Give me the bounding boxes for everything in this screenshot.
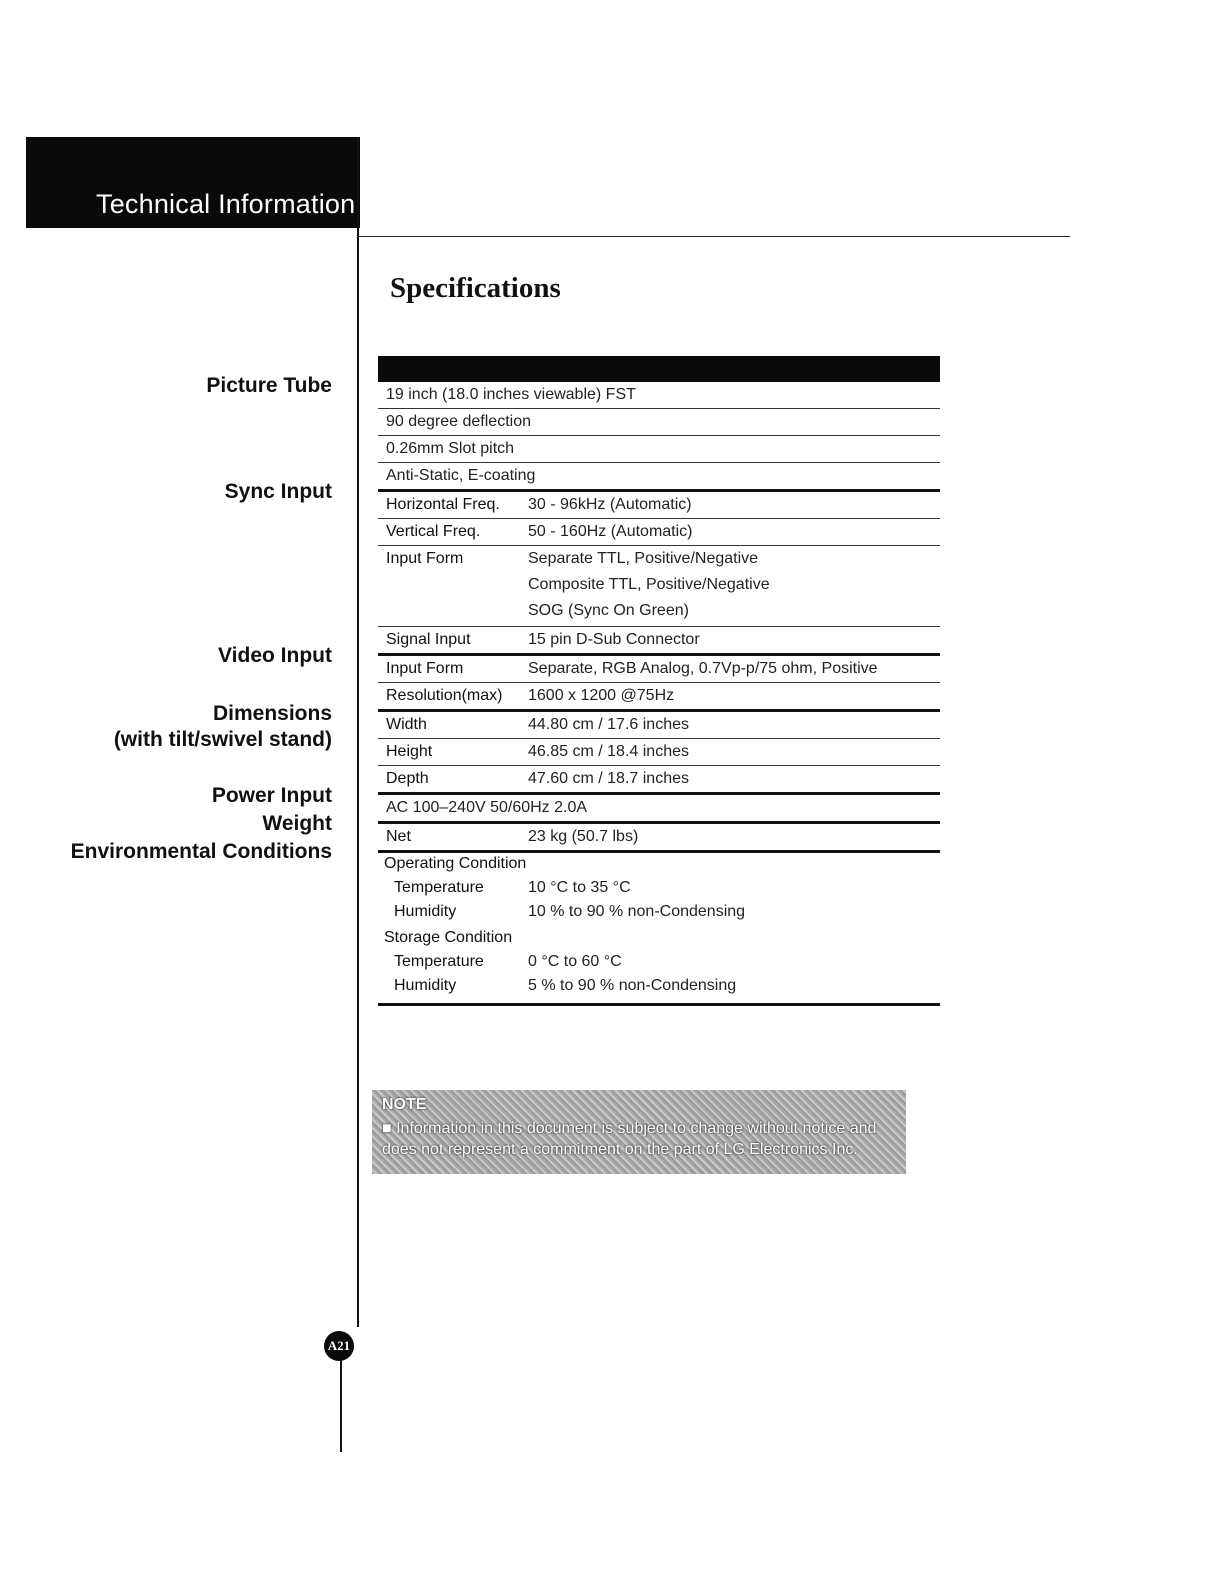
- operating-humidity-label: Humidity: [394, 903, 457, 920]
- label-weight: Weight: [262, 812, 332, 835]
- spec-value: 19 inch (18.0 inches viewable) FST: [386, 386, 636, 403]
- spec-table: [378, 356, 940, 1006]
- spec-value: 0.26mm Slot pitch: [386, 440, 515, 457]
- spec-value: Anti-Static, E-coating: [386, 467, 536, 484]
- vertical-rule: [357, 137, 359, 1327]
- label-environmental: Environmental Conditions: [70, 840, 332, 863]
- spec-value: Composite TTL, Positive/Negative: [528, 576, 770, 593]
- page-number-badge: A21: [324, 1331, 354, 1361]
- horizontal-rule: [357, 236, 1070, 237]
- spec-value: 15 pin D-Sub Connector: [528, 631, 700, 648]
- spec-value: 30 - 96kHz (Automatic): [528, 496, 692, 513]
- spec-row: [378, 795, 940, 824]
- spec-value: 46.85 cm / 18.4 inches: [528, 743, 689, 760]
- label-picture-tube: Picture Tube: [206, 374, 332, 397]
- spec-row: [378, 409, 940, 436]
- spec-value: 50 - 160Hz (Automatic): [528, 523, 693, 540]
- spec-row: [378, 519, 940, 546]
- spec-key: Depth: [386, 770, 429, 787]
- operating-temp-value: 10 °C to 35 °C: [528, 879, 631, 896]
- spec-row: [378, 492, 940, 519]
- spec-row: [378, 766, 940, 795]
- spec-row: [378, 627, 940, 656]
- storage-temp-label: Temperature: [394, 953, 484, 970]
- spec-key: Horizontal Freq.: [386, 496, 500, 513]
- note-box: [372, 1090, 906, 1174]
- storage-title: Storage Condition: [384, 929, 513, 946]
- spec-row: [378, 382, 940, 409]
- spec-value: 47.60 cm / 18.7 inches: [528, 770, 689, 787]
- spec-value: 23 kg (50.7 lbs): [528, 828, 639, 845]
- spec-key: Width: [386, 716, 427, 733]
- page-title: Specifications: [390, 272, 561, 304]
- label-dimensions: Dimensions: [212, 702, 332, 725]
- spec-value: Separate TTL, Positive/Negative: [528, 550, 759, 567]
- operating-humidity-value: 10 % to 90 % non-Condensing: [528, 903, 746, 920]
- spec-row: [378, 739, 940, 766]
- spec-row: [378, 546, 940, 627]
- spec-row: [378, 656, 940, 683]
- header-title: Technical Information: [96, 189, 356, 219]
- spec-row: [378, 824, 940, 853]
- label-power-input: Power Input: [211, 784, 332, 807]
- storage-humidity-label: Humidity: [394, 977, 457, 994]
- storage-humidity-value: 5 % to 90 % non-Condensing: [528, 977, 737, 994]
- spec-value: AC 100–240V 50/60Hz 2.0A: [386, 799, 588, 816]
- spec-value-list: [528, 550, 770, 628]
- header-bar: [26, 137, 360, 228]
- storage-temp-value: 0 °C to 60 °C: [528, 953, 622, 970]
- spec-row: [378, 463, 940, 492]
- spec-key: Resolution(max): [386, 687, 503, 704]
- spec-row: [378, 436, 940, 463]
- spec-key: Net: [386, 828, 411, 845]
- environment-block: [378, 853, 940, 1006]
- spec-value: Separate, RGB Analog, 0.7Vp-p/75 ohm, Positive: [528, 660, 878, 677]
- label-sync-input: Sync Input: [224, 480, 332, 503]
- operating-title: Operating Condition: [384, 855, 527, 872]
- spec-key: Vertical Freq.: [386, 523, 481, 540]
- spec-value: 44.80 cm / 17.6 inches: [528, 716, 689, 733]
- label-video-input: Video Input: [218, 644, 332, 667]
- spec-row: [378, 712, 940, 739]
- table-header-bar: [378, 356, 940, 382]
- spec-value: 90 degree deflection: [386, 413, 531, 430]
- vertical-rule-bottom: [340, 1360, 342, 1452]
- spec-value: SOG (Sync On Green): [528, 602, 689, 619]
- operating-temp-label: Temperature: [394, 879, 484, 896]
- spec-key: Height: [386, 743, 433, 760]
- note-text: ■ Information in this document is subject to change without notice and does not represent a commitment on the part of LG Electronics Inc.: [382, 1120, 877, 1158]
- note-title: NOTE: [382, 1096, 427, 1113]
- spec-key: Input Form: [386, 550, 464, 567]
- label-dimensions-sub: (with tilt/swivel stand): [113, 728, 332, 751]
- spec-row: [378, 683, 940, 712]
- spec-key: Input Form: [386, 660, 464, 677]
- spec-key: Signal Input: [386, 631, 471, 648]
- spec-value: 1600 x 1200 @75Hz: [528, 687, 675, 704]
